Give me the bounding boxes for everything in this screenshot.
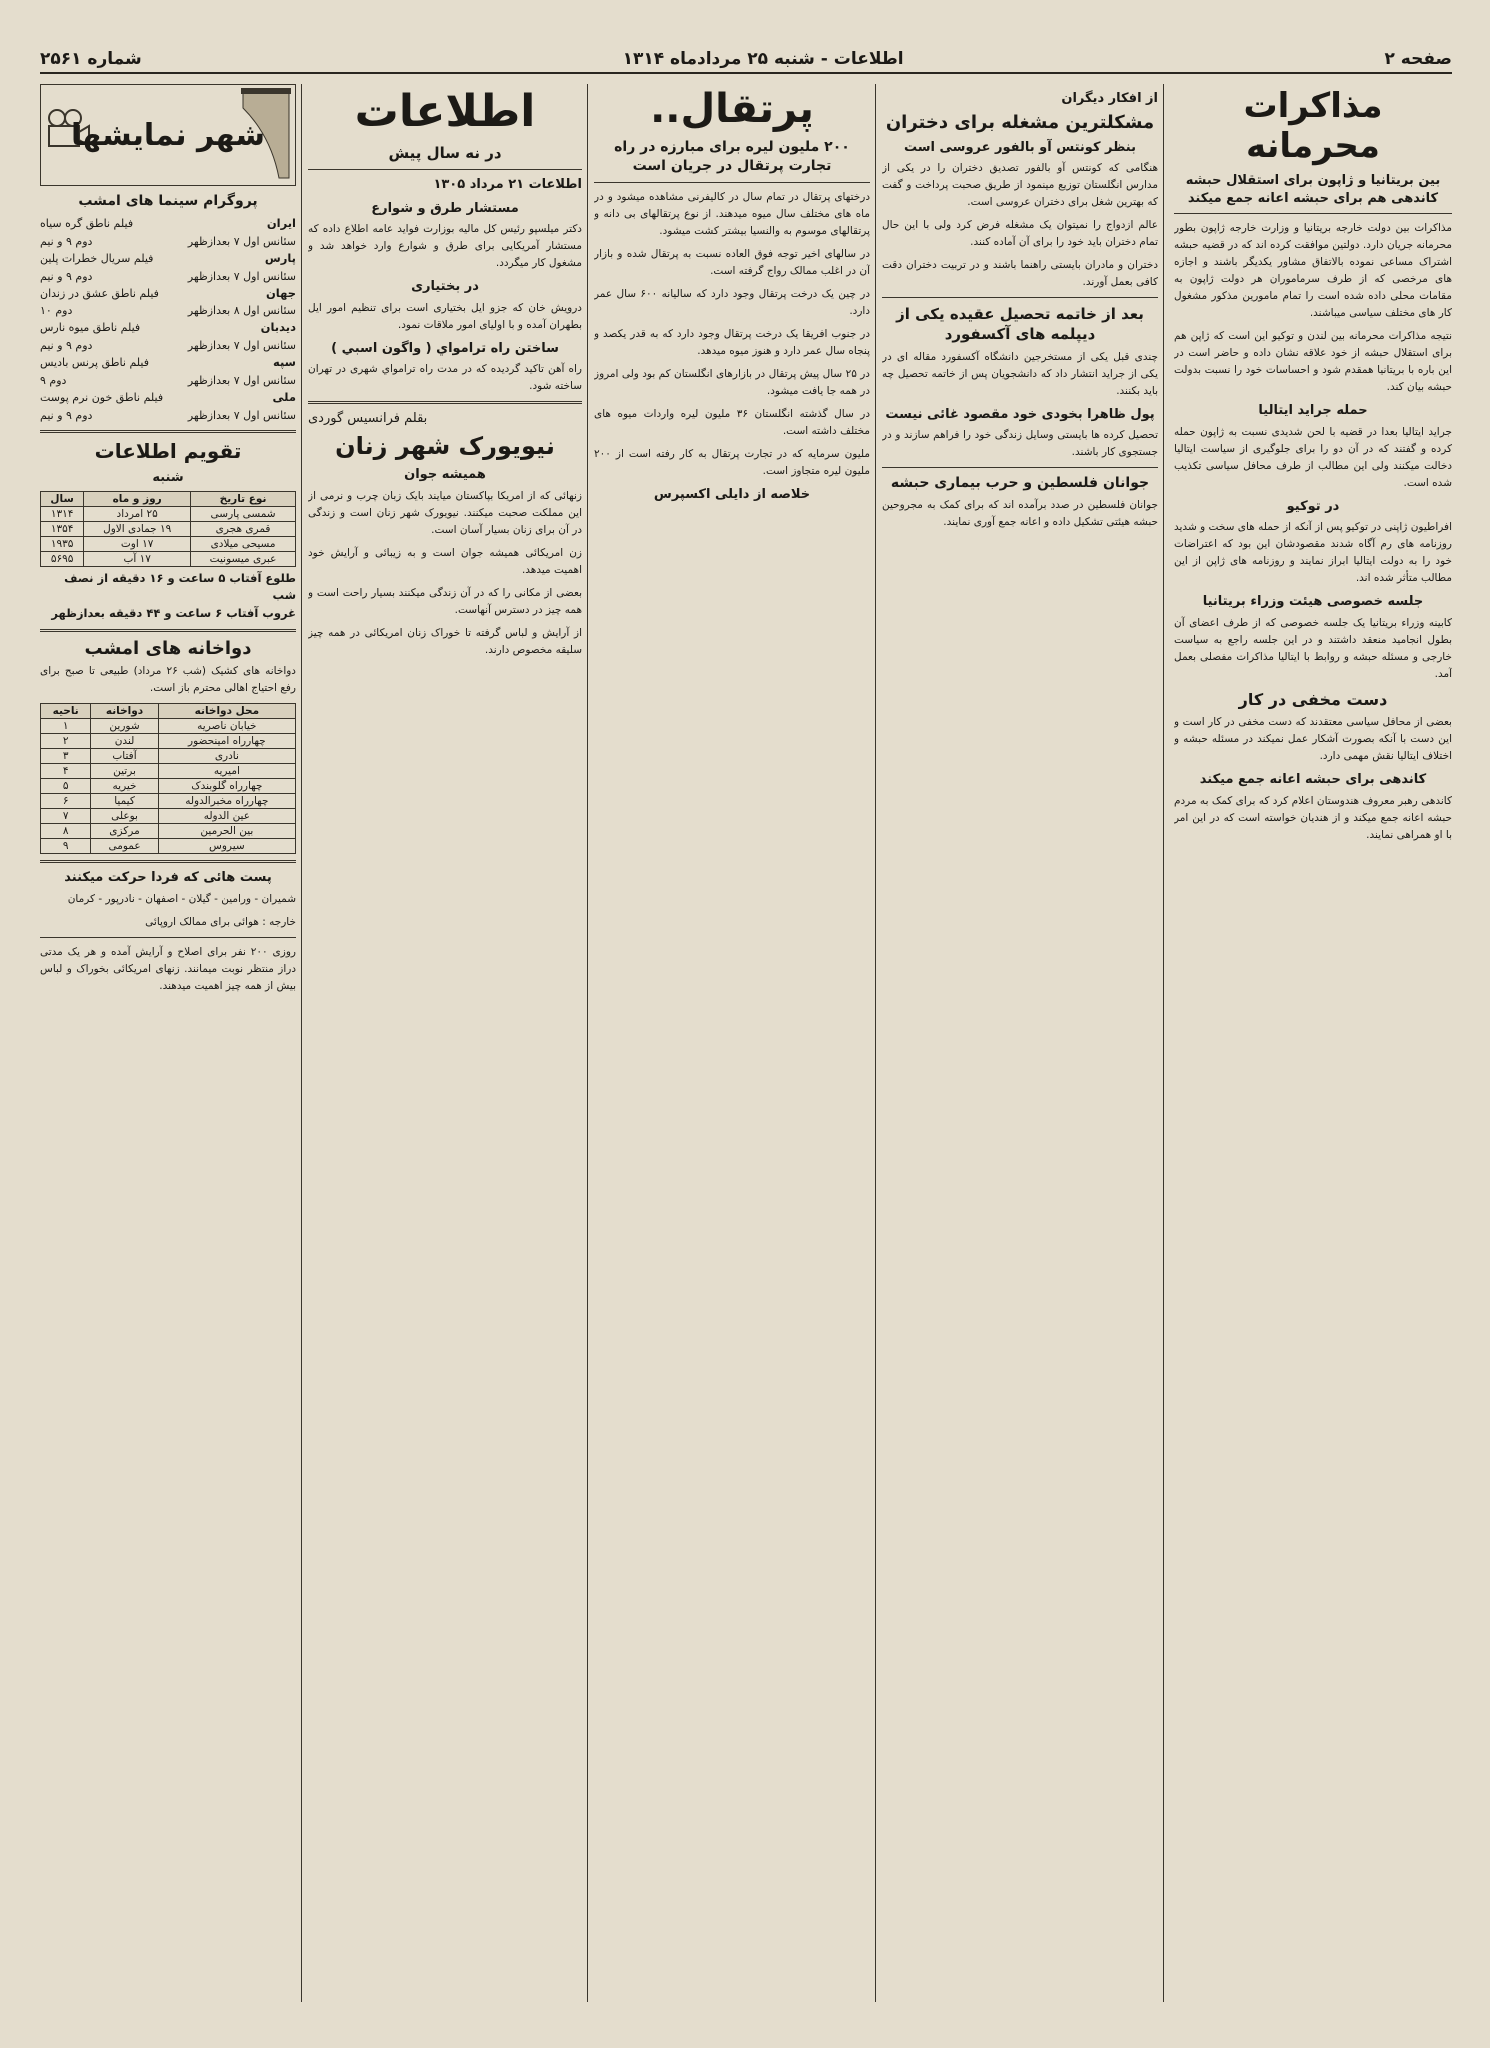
paragraph: راه آهن تاکید گردیده که در مدت راه ترامواي شهری در تهران ساخته شود.	[308, 363, 582, 393]
post-line: خارجه : هوائی برای ممالک اروپائی	[145, 915, 296, 928]
article-subtitle: بنظر کونتس آو بالفور عروسی است	[903, 139, 1136, 155]
paragraph: مذاکرات بین دولت خارجه بریتانیا و وزارت خارجه ژاپون بطور محرمانه جریان دارد. دولتین موافقت کرده اند که در قضیه حبشه اشتراک مساعی نموده بالاتفاق مشاور یکدیگر باشند و اجازه های مرخصی که از طرف سرماموران هر دولت ژاپون به مقامات محلی داده شده است را تمام مامورین مذکور مشغول کار های مختلف سیاسی میباشند.	[1174, 222, 1452, 320]
paragraph: افراطیون ژاپنی در توکیو پس از آنکه از حمله های سخت و شدید روزنامه های رم آگاه شدند مقصودشان این بود که اعتراضات خود را به دولت ایتالیا ابراز نمایند و روزنامه های ژاپن از این مطالب متأثر شده اند.	[1174, 521, 1452, 585]
column-ettelaat	[308, 84, 582, 2002]
pharmacy-table: محل دواخانه دواخانه ناحیه خیابان ناصریه شورین ۱ چهارراه امینحضور لندن ۲ نادری آفتاب ۳ امیریه برتین ۴ چهارراه گلوبندک خیریه ۵ چهارراه مخبرالدوله کیمیا ۶ عین الدوله بوعلی ۷ بین الحرمین مرکزی ۸ سیروس عمومی ۹	[40, 703, 296, 854]
divider	[882, 297, 1158, 298]
paragraph: چندی قبل یکی از مستخرجین دانشگاه آکسفورد مقاله ای در یکی از جراید انتشار داد که دانشجویان پس از خاتمه تحصیل چه باید بکنند.	[882, 350, 1158, 397]
paragraph: جراید ایتالیا بعدا در قضیه با لحن شدیدی نسبت به ژاپون حمله کرده و گفتند که در آن دو را برای جلوگیری از سیاست ایتالیا دخالت میکنند ولی این مطالب از طرف محافل سیاسی تکذیب شده است.	[1174, 425, 1452, 489]
table-row: چهارراه مخبرالدوله کیمیا ۶	[41, 794, 296, 809]
dateline: اطلاعات ۲۱ مرداد ۱۳۰۵	[433, 177, 582, 193]
paragraph: در ۲۵ سال پیش پرتقال در بازارهای انگلستان کم بود ولی امروز در همه جا یافت میشود.	[594, 367, 870, 397]
page-number: صفحه ۲	[1384, 49, 1452, 69]
table-row: عبری میسونیت ۱۷ آب ۵۶۹۵	[41, 551, 296, 566]
pharmacy-note: دواخانه های کشیک (شب ۲۶ مرداد) طبیعی تا صبح برای رفع احتیاج اهالی محترم باز است.	[40, 665, 296, 695]
table-row: شمسی پارسی ۲۵ امرداد ۱۳۱۴	[41, 506, 296, 521]
column-orange	[594, 84, 870, 2002]
post-line: شمیران - ورامین - گیلان - اصفهان - نادرپور - کرمان	[67, 892, 296, 905]
paragraph: نتیجه مذاکرات محرمانه بین لندن و توکیو این است که ژاپن هم برای استقلال حبشه از خود علاقه نشان داده و حاضر است در این باره با بریتانیا همقدم شود و احساسات خود را نسبت بدولت حبشه بیان کند.	[1174, 330, 1452, 394]
column-rule	[587, 84, 588, 2002]
article-title: مشکلترین مشغله برای دختران	[885, 111, 1155, 133]
paragraph: زنهائی که از امریکا بپاکستان میایند بایک زبان چرب و نرمی از این مملکت صحبت میکنند. نیویورک شهر زنان است و زندگی در آن برای زنان بسیار آسان است.	[308, 489, 582, 536]
article-title: اطلاعات	[354, 86, 536, 137]
table-row: امیریه برتین ۴	[41, 764, 296, 779]
section-heading: جوانان فلسطین و حرب بیماری حبشه	[890, 475, 1150, 492]
paragraph: در جنوب افریقا یک درخت پرتقال وجود دارد که به قدر یکصد و پنجاه سال عمر دارد و هنوز میوه میدهد.	[594, 327, 870, 357]
cinema-entry: دیدبان فیلم ناطق میوه نارس سئانس اول ۷ بعدازظهر دوم ۹ و نیم	[40, 320, 296, 353]
paragraph: عالم ازدواج را نمیتوان یک مشغله فرض کرد ولی با این حال تمام دختران باید خود را برای آن آماده کنند.	[882, 219, 1158, 249]
paragraph: جوانان فلسطین در صدد برآمده اند که برای کمک به مجروحین حبشه هیئتی تشکیل داده و اعانه جمع آوری نمایند.	[882, 499, 1158, 529]
divider	[40, 629, 296, 632]
kicker: همیشه جوان	[404, 466, 486, 482]
divider	[594, 182, 870, 183]
divider	[40, 430, 296, 433]
calendar-title: تقویم اطلاعات	[94, 439, 242, 464]
cinema-entry: جهان فیلم ناطق عشق در زندان سئانس اول ۸ بعدازظهر دوم ۱۰	[40, 285, 296, 318]
kicker: در نه سال پیش	[388, 144, 502, 162]
table-row: چهارراه گلوبندک خیریه ۵	[41, 779, 296, 794]
kicker: از افکار دیگران	[1061, 91, 1158, 106]
source-note: خلاصه از دایلی اکسپرس	[653, 486, 811, 502]
cinema-entry: سپه فیلم ناطق پرنس بادیس سئانس اول ۷ بعدازظهر دوم ۹	[40, 355, 296, 388]
table-row: چهارراه امینحضور لندن ۲	[41, 734, 296, 749]
section-heading: حمله جراید ایتالیا	[1258, 403, 1368, 419]
paragraph: روزی ۲۰۰ نفر برای اصلاح و آرایش آمده و هر یک مدتی دراز منتظر نوبت میمانند. زنهای امریکائی بخوراک و لباس بیش از همه چیز اهمیت میدهند.	[40, 945, 296, 992]
issue-number: شماره ۲۵۶۱	[40, 49, 142, 69]
divider	[40, 860, 296, 863]
section-heading: کاندهی برای حبشه اعانه جمع میکند	[1199, 772, 1427, 788]
table-row: بین الحرمین مرکزی ۸	[41, 824, 296, 839]
table-row: مسیحی میلادی ۱۷ اوت ۱۹۳۵	[41, 536, 296, 551]
page-header	[40, 46, 1452, 74]
article-title: نیویورک شهر زنان	[335, 431, 555, 460]
cinema-program-title: پروگرام سینما های امشب	[78, 193, 258, 209]
column-girls	[882, 84, 1158, 2002]
divider	[1174, 213, 1452, 214]
section-heading: بعد از خاتمه تحصیل عقیده یکی از دیپلمه های آکسفورد	[896, 305, 1144, 344]
paragraph: دختران و مادران بایستی راهنما باشند و در تربیت دختران دقت کافی بعمل آورند.	[882, 259, 1158, 289]
article-title: مذاکرات محرمانه	[1243, 86, 1383, 166]
paragraph: در سال گذشته انگلستان ۳۶ ملیون لیره واردات میوه های مختلف داشته است.	[594, 407, 870, 437]
divider	[882, 467, 1158, 468]
sunset: غروب آفتاب ۶ ساعت و ۴۴ دقیقه بعدازظهر	[51, 606, 296, 621]
paragraph: در سالهای اخیر توجه فوق العاده نسبت به پرتقال شده و بازار آن در اغلب ممالک رواج گرفته است.	[594, 247, 870, 277]
section-heading: در بختیاری	[411, 279, 479, 295]
sunrise: طلوع آفتاب ۵ ساعت و ۱۶ دقیقه از نصف شب	[64, 570, 296, 603]
article-subtitle: ۲۰۰ ملیون لیره برای مبارزه در راه تجارت پرتقال در جریان است	[614, 139, 850, 174]
paragraph: بعضی از محافل سیاسی معتقدند که دست مخفی در کار است و این دست با آنکه بصورت آشکار عمل نمیکند در مسئله حبشه و اختلاف ایتالیا نقش مهمی دارد.	[1174, 716, 1452, 763]
paragraph: درویش خان که جزو ایل بختیاری است برای تنظیم امور ایل بطهران آمده و با اولیای امور ملاقات نمود.	[308, 301, 582, 331]
article-subtitle: بین بریتانیا و ژاپون برای استقلال حبشه کاندهی هم برای حبشه اعانه جمع میکند	[1185, 173, 1441, 206]
paragraph: در چین یک درخت پرتقال وجود دارد که سالیانه ۶۰۰ سال عمر دارد.	[594, 287, 870, 317]
column-rule	[875, 84, 876, 2002]
byline: بقلم فرانسیس گوردی	[308, 411, 428, 427]
section-heading: جلسه خصوصی هیئت وزراء بریتانیا	[1202, 594, 1424, 610]
column-mozakerat	[1174, 84, 1452, 2002]
section-heading: پول ظاهرا بخودی خود مقصود غائی نیست	[885, 406, 1155, 422]
paragraph: ملیون سرمایه که در تجارت پرتقال به کار رفته است از ۲۰۰ ملیون لیره متجاوز است.	[594, 447, 870, 477]
column-listings	[40, 84, 296, 2002]
paragraph: زن امریکائی همیشه جوان است و به زیبائی و آرایش خود اهمیت میدهد.	[308, 546, 582, 576]
table-row: سیروس عمومی ۹	[41, 839, 296, 854]
logo-text: شهر نمایشها	[71, 117, 265, 153]
cinema-entry: پارس فیلم سریال خطرات پلین سئانس اول ۷ بعدازظهر دوم ۹ و نیم	[40, 250, 296, 283]
paragraph: کابینه وزراء بریتانیا یک جلسه خصوصی که از طرف اعضای آن بطول انجامید منعقد داشتند و در این جلسه راجع به سیاست خارجی و مسئله حبشه و روابط با ایتالیا مذاکرات مفصلی بعمل آمد.	[1174, 616, 1452, 680]
post-title: پست هائی که فردا حرکت میکنند	[64, 870, 272, 886]
paragraph: کاندهی رهبر معروف هندوستان اعلام کرد که برای کمک به مردم حبشه اعانه جمع میکند و از هندیان خواسته است که در این امر با او همراهی نمایند.	[1174, 794, 1452, 841]
cinema-entry: ایران فیلم ناطق گره سیاه سئانس اول ۷ بعدازظهر دوم ۹ و نیم	[40, 215, 296, 248]
section-heading: ساختن راه ترامواي ( واگون اسبي )	[331, 340, 559, 356]
cinema-logo	[40, 84, 296, 186]
divider	[308, 401, 582, 404]
section-heading: مستشار طرق و شوارع	[371, 200, 519, 216]
column-rule	[1163, 84, 1164, 2002]
table-row: عین الدوله بوعلی ۷	[41, 809, 296, 824]
column-rule	[301, 84, 302, 2002]
cinema-entry: ملی فیلم ناطق خون نرم پوست سئانس اول ۷ بعدازظهر دوم ۹ و نیم	[40, 390, 296, 422]
calendar-table: نوع تاریخ روز و ماه سال شمسی پارسی ۲۵ امرداد ۱۳۱۴ قمری هجری ۱۹ جمادی الاول ۱۳۵۴ مسیحی میلادی ۱۷ اوت ۱۹۳۵ عبری میسونیت ۱۷ آب ۵۶۹۵	[40, 491, 296, 567]
paragraph: هنگامی که کونتس آو بالفور تصدیق دختران را در یکی از مدارس انگلستان توزیع مینمود از طریق صحبت پرداخت و گفت که بهترین شغل برای دختران عروسی است.	[882, 162, 1158, 209]
newspaper-page	[40, 46, 1452, 2002]
divider	[308, 169, 582, 170]
header-date: اطلاعات - شنبه ۲۵ مردادماه ۱۳۱۴	[622, 49, 904, 69]
table-row: قمری هجری ۱۹ جمادی الاول ۱۳۵۴	[41, 521, 296, 536]
pharmacy-title: دواخانه های امشب	[84, 638, 252, 660]
article-title: پرتقال..	[650, 86, 814, 132]
paragraph: بعضی از مکانی را که در آن زندگی میکنند بسیار راحت است و همه چیز در دسترس آنهاست.	[308, 586, 582, 616]
section-heading: در توکیو	[1286, 498, 1340, 514]
table-row: نادری آفتاب ۳	[41, 749, 296, 764]
paragraph: درختهای پرتقال در تمام سال در کالیفرنی مشاهده میشود و در ماه های مختلف سال میوه میدهند. از نوع پرتقالهای بی دانه و پرتقالهای موسوم به والنسیا بیشتر کشت میشود.	[594, 190, 870, 237]
calendar-day: شنبه	[152, 470, 184, 486]
table-row: خیابان ناصریه شورین ۱	[41, 719, 296, 734]
section-heading: دست مخفی در کار	[1238, 689, 1388, 709]
paragraph: تحصیل کرده ها بایستی وسایل زندگی خود را فراهم سازند و در جستجوی کار باشند.	[882, 429, 1158, 459]
paragraph: دکتر میلسپو رئیس کل مالیه بوزارت فواید عامه اطلاع داده که مستشار آمریکایی برای طرق و شوارع وارد خواهد شد و مشغول کار میگردد.	[308, 223, 582, 270]
paragraph: از آرایش و لباس گرفته تا خوراک زنان امریکائی در همه چیز سلیقه مخصوص دارند.	[308, 626, 582, 656]
divider	[40, 937, 296, 938]
